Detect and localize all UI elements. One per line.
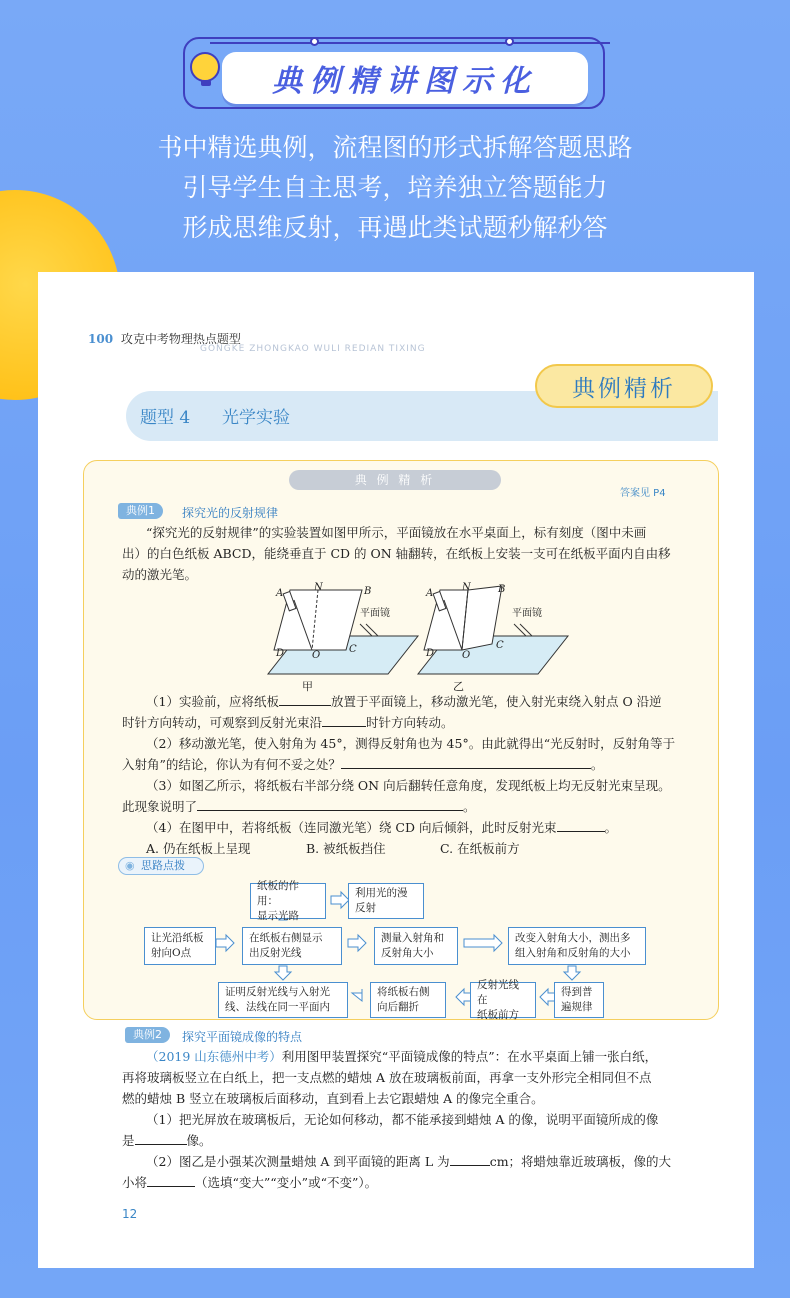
question-line [122,1151,712,1172]
text-line: 将纸板右侧 [377,986,430,998]
arrow-left [352,989,362,1001]
mirror-mark [360,624,372,636]
options-row [122,838,712,859]
text: 此现象说明了 [122,799,198,814]
text: 利用图甲装置探究“平面镜成像的特点”：在水平桌面上铺一张白纸， [281,1049,658,1064]
label-b: B [498,584,506,595]
text-line: 出反射光线 [249,947,302,959]
text-line: 线、法线在同一平面内 [225,1001,330,1013]
text: 入射角”的结论，你认为有何不妥之处？ [122,757,341,772]
example1-questions [122,691,712,859]
text: 像。 [186,1133,212,1148]
section-title: 光学实验 [222,408,290,428]
example2-body [122,1046,712,1193]
mirror-mark [520,624,532,636]
flow-box-general-rule [554,982,604,1018]
text-line: 向后翻折 [377,1001,419,1013]
flow-box-front [470,978,536,1021]
text: 。 [604,820,618,835]
example2-title: 探究平面镜成像的特点 [182,1030,303,1044]
figure-label: 乙 [453,680,464,693]
flow-box-measure [374,927,458,965]
answer-reference: 答案见 P4 [620,488,666,499]
flow-box-show-reflect [242,927,342,965]
text-line: 证明反射光线与入射光 [225,986,330,998]
text: 时针方向转动。 [366,715,454,730]
flow-box-board-role [250,879,326,922]
mirror-label: 平面镜 [360,608,390,619]
arrow-right [464,935,502,951]
question-line [122,1172,712,1193]
label-n: N [314,582,323,593]
label-n: N [462,582,471,593]
running-head-pinyin: GONGKE ZHONGKAO WULI REDIAN TIXING [200,344,426,354]
flow-box-prove-plane [218,982,348,1018]
label-c: C [496,640,504,651]
text-line: 显示光路 [257,909,299,922]
text-line: 纸板前方 [477,1008,519,1021]
hint-tag: ◉ 思路点拨 [118,857,204,875]
option-c[interactable]: C. 在纸板前方 [440,841,520,856]
text-line: 组入射角和反射角的大小 [515,947,631,959]
question-line [122,817,712,838]
label-a: A [426,588,434,599]
label-d: D [426,648,435,659]
label-d: D [276,648,285,659]
text: 时针方向转动，可观察到反射光束沿 [122,715,323,730]
text-line: 反射 [355,902,376,914]
text: 。 [590,757,604,772]
example1-figures [240,584,660,682]
text-line: 测量入射角和 [381,932,444,944]
question-line: （3）如图乙所示，将纸板右半部分绕 ON 向后翻转任意角度，发现纸板上均无反射光束呈现。 [146,778,671,793]
arrow-right [348,935,366,951]
question-line [122,796,712,817]
text-line: 改变入射角大小，测出多 [515,932,631,944]
mirror-mark [366,624,378,636]
highlight-badge: 典例精析 [535,364,713,408]
text-line: 在纸板右侧显示 [249,932,323,944]
text: （2）图乙是小强某次测量蜡烛 A 到平面镜的距离 L 为 [146,1154,450,1169]
text-line: “探究光的反射规律”的实验装置如图甲所示，平面镜放在水平桌面上，标有刻度（图中未画 [146,525,647,540]
text-line: 反射光线在 [477,978,519,1006]
text-line: 再将玻璃板竖立在白纸上，把一支点燃的蜡烛 A 放在玻璃板前面，再拿一支外形完全相同但不点 [122,1070,652,1085]
answer-blank[interactable] [557,818,605,832]
text-line: 动的激光笔。 [122,567,198,582]
answer-blank[interactable] [147,1173,195,1187]
running-head-title: 攻克中考物理热点题型 [120,332,241,346]
flow-box-fold-board [370,982,446,1018]
option-a[interactable]: A. 仍在纸板上呈现 [146,841,251,856]
answer-blank[interactable] [341,755,591,769]
text-line: 射向O点 [151,947,192,959]
text: （1）实验前，应将纸板 [146,694,279,709]
text: 小将 [122,1175,148,1190]
banner-title: 典例精讲图示化 [272,64,538,99]
text-line: 纸板的作用： [257,879,299,907]
label-o: O [312,650,321,661]
figure-label: 甲 [302,680,313,693]
flow-box-along-board [144,927,216,965]
option-b[interactable]: B. 被纸板挡住 [306,841,386,856]
label-a: A [276,588,284,599]
text: （4）在图甲中，若将纸板（连同激光笔）绕 CD 向后倾斜，此时反射光束 [146,820,557,835]
answer-blank[interactable] [197,797,463,811]
label-o: O [462,650,471,661]
question-line: （2）移动激光笔，使入射角为 45°，测得反射角也为 45°。由此就得出“光反射时，反射角等于 [146,736,676,751]
arrow-right [331,892,349,908]
question-line [122,691,712,712]
text-line: 得到普 [561,986,593,998]
answer-blank[interactable] [279,692,331,706]
intro-line: 引导学生自主思考，培养独立答题能力 [182,173,608,202]
text-line: 燃的蜡烛 B 竖立在玻璃板后面移动，直到看上去它跟蜡烛 A 的像完全重合。 [122,1091,544,1106]
question-line [122,1130,712,1151]
arrow-right [216,935,234,951]
question-line: （1）把光屏放在玻璃板后，无论如何移动，都不能承接到蜡烛 A 的像，说明平面镜所成的像 [146,1112,659,1127]
intro-text [0,128,790,248]
mirror-mark [514,624,526,636]
intro-line: 书中精选典例，流程图的形式拆解答题思路 [157,133,633,162]
arrow-down [275,966,291,980]
intro-line: 形成思维反射，再遇此类试题秒解秒答 [182,213,608,242]
box-tab: 典 例 精 析 [289,470,501,490]
arrow-down [564,966,580,980]
text-line: 出）的白色纸板 ABCD，能绕垂直于 CD 的 ON 轴翻转，在纸板上安装一支可在纸板平面内自由移 [122,546,671,561]
answer-blank[interactable] [450,1152,490,1166]
text: 。 [463,799,476,814]
lightbulb-icon [190,52,220,82]
flow-box-diffuse [348,883,424,919]
text-line: 遍规律 [561,1001,593,1013]
banner [222,52,588,104]
example1-intro [122,522,712,585]
question-line [122,754,712,775]
answer-blank[interactable] [322,713,366,727]
text-line: 反射角大小 [381,947,434,959]
example1-title: 探究光的反射规律 [182,506,279,520]
page-number: 12 [122,1207,138,1221]
text-line: 利用光的漫 [355,887,408,899]
mirror-label: 平面镜 [512,608,542,619]
answer-blank[interactable] [135,1131,187,1145]
text: 是 [122,1133,135,1148]
label-b: B [364,586,372,597]
text: cm；将蜡烛靠近玻璃板，像的大 [489,1154,672,1169]
running-head-number: 100 [88,332,114,346]
section-label: 题型 4 [140,408,191,428]
paper-board-left [424,590,468,650]
question-source: （2019 山东德州中考） [146,1049,282,1064]
question-line [122,712,712,733]
text: （选填“变大”“变小”或“不变”）。 [195,1175,378,1190]
flow-box-change-angle [508,927,646,965]
text: 放置于平面镜上，移动激光笔，使入射光束绕入射点 O 沿逆 [330,694,662,709]
example2-tag: 典例2 [125,1027,170,1043]
label-c: C [349,644,357,655]
example1-tag: 典例1 [118,503,163,519]
text-line [122,1046,712,1067]
text-line: 让光沿纸板 [151,932,204,944]
